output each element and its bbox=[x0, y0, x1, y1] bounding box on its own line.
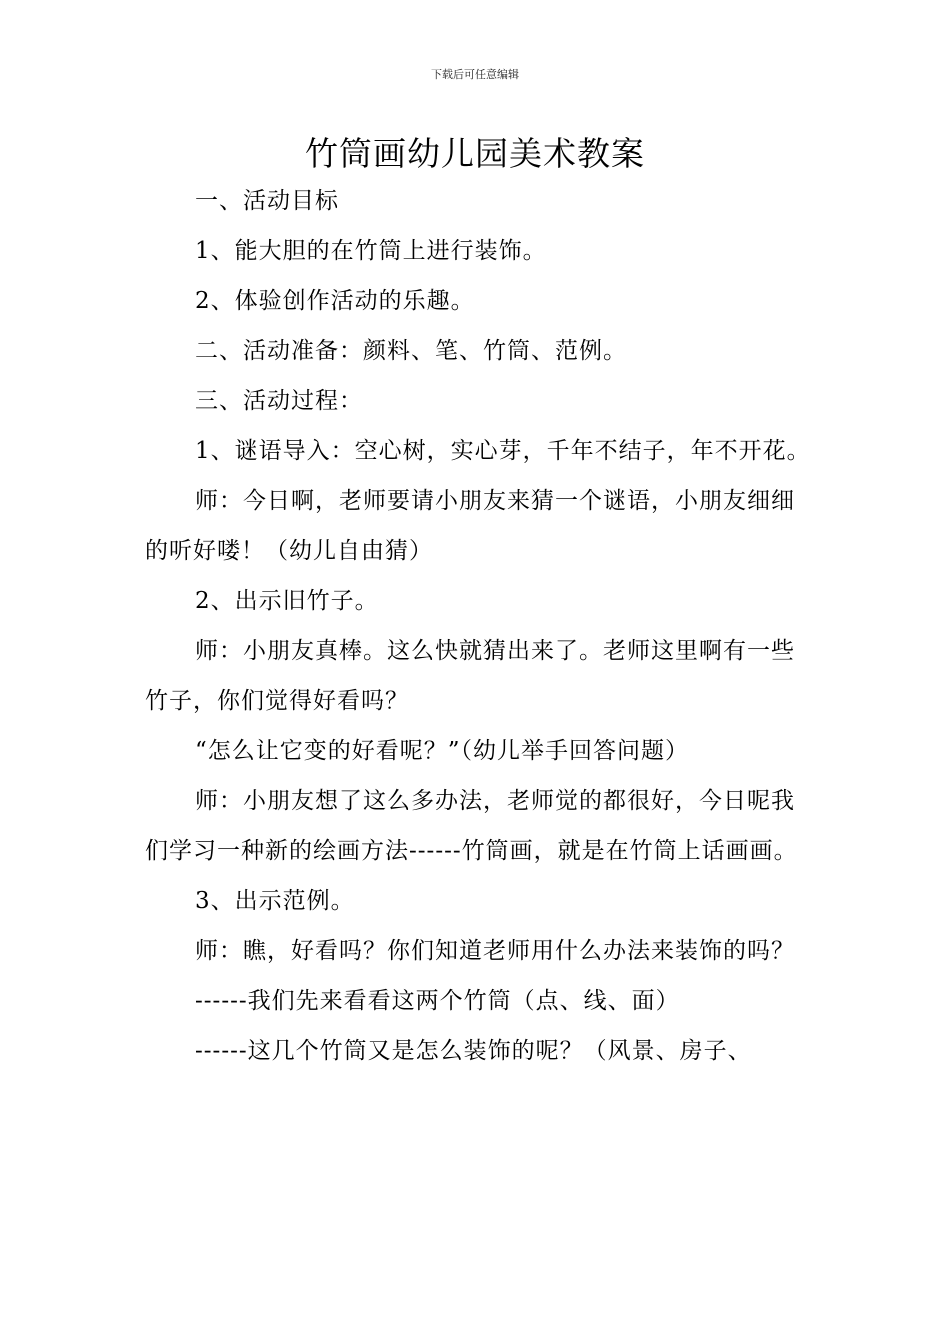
process-step-2: 2、出示旧竹子。 bbox=[195, 588, 379, 614]
quoted-question: “怎么让它变的好看呢？”（幼儿举手回答问题） bbox=[195, 738, 690, 764]
header-note: 下载后可任意编辑 bbox=[431, 68, 519, 81]
teacher-line: 师：小朋友真棒。这么快就猜出来了。老师这里啊有一些竹子，你们觉得好看吗？ bbox=[145, 638, 795, 714]
section-heading-process: 三、活动过程： bbox=[195, 388, 363, 414]
section-heading-preparation: 二、活动准备：颜料、笔、竹筒、范例。 bbox=[195, 338, 627, 364]
document-title: 竹筒画幼儿园美术教案 bbox=[305, 134, 645, 173]
goal-item-1: 1、能大胆的在竹筒上进行装饰。 bbox=[195, 238, 547, 264]
teacher-line: 师：瞧，好看吗？你们知道老师用什么办法来装饰的吗？ bbox=[195, 938, 795, 964]
goal-item-2: 2、体验创作活动的乐趣。 bbox=[195, 288, 475, 314]
document-body bbox=[145, 176, 815, 1076]
process-step-1: 1、谜语导入：空心树，实心芽，千年不结子，年不开花。 bbox=[195, 438, 811, 464]
dash-line: ------我们先来看看这两个竹筒（点、线、面） bbox=[195, 988, 680, 1014]
section-heading-goals: 一、活动目标 bbox=[195, 188, 339, 214]
dash-line: ------这几个竹筒又是怎么装饰的呢？（风景、房子、 bbox=[195, 1038, 752, 1064]
teacher-line: 师：今日啊，老师要请小朋友来猜一个谜语，小朋友细细的听好喽！（幼儿自由猜） bbox=[145, 488, 795, 564]
process-step-3: 3、出示范例。 bbox=[195, 888, 355, 914]
teacher-line: 师：小朋友想了这么多办法，老师觉的都很好，今日呢我们学习一种新的绘画方法------竹筒画，就是在竹筒上话画画。 bbox=[145, 788, 798, 864]
